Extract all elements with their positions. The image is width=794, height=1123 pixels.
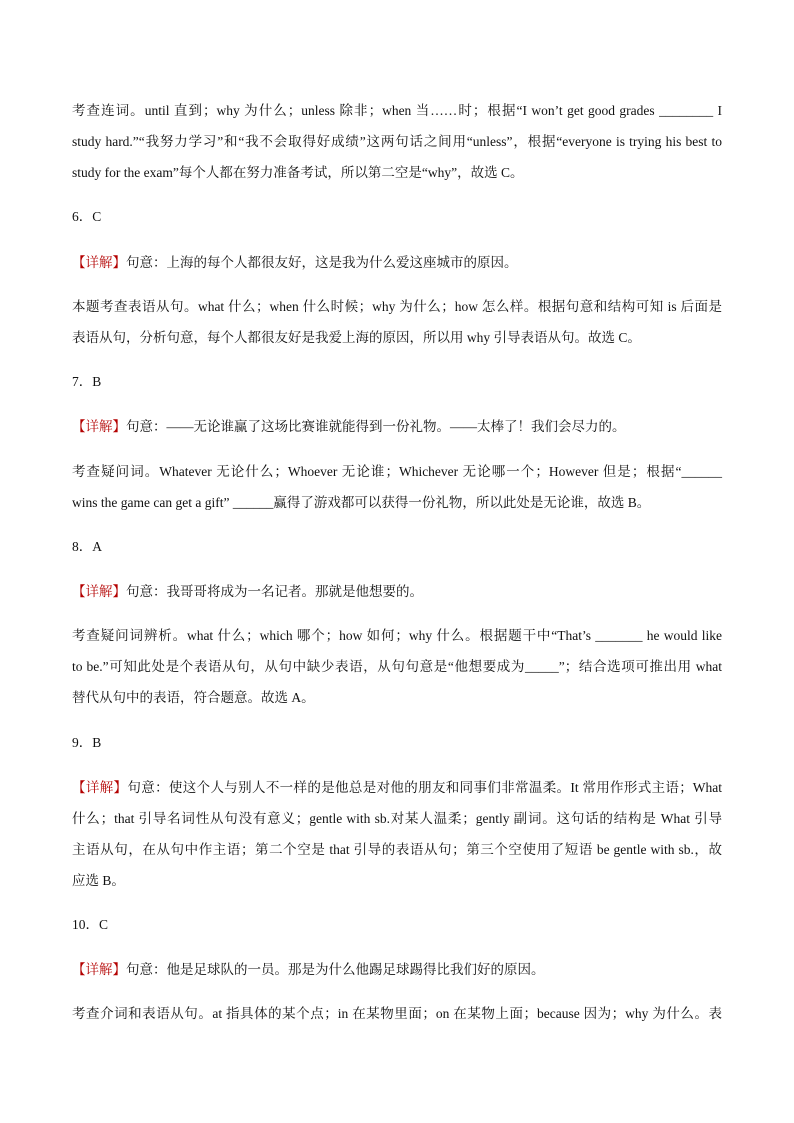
q8-answer-number: 8．A [72, 539, 102, 554]
q9-meaning-line-2: 什么；that 引导名词性从句没有意义；gentle with sb.对某人温柔；gently 副词。这句话的结构是 What 引导 [72, 811, 722, 826]
q5-explanation-line-1: 考查连词。until 直到；why 为什么；unless 除非；when 当……时；根据“I won’t get good grades ________ I [72, 103, 722, 118]
q8-explanation-line-1: 考查疑问词辨析。what 什么；which 哪个；how 如何；why 什么。根据题干中“That’s _______ he would like [72, 628, 722, 643]
q6-meaning: 句意：上海的每个人都很友好，这是我为什么爱这座城市的原因。 [126, 255, 518, 270]
q9-meaning-line-1: 句意：使这个人与别人不一样的是他总是对他的朋友和同事们非常温柔。It 常用作形式主语；What [127, 780, 723, 795]
q8-detail [72, 582, 722, 602]
q8-explanation-line-3: 替代从句中的表语，符合题意。故选 A。 [72, 690, 315, 705]
q7-meaning: 句意：——无论谁赢了这场比赛谁就能得到一份礼物。——太棒了！我们会尽力的。 [126, 419, 626, 434]
q10-detail [72, 960, 722, 980]
q10-answer-number: 10．C [72, 917, 109, 932]
q10-detail-tag: 【详解】 [72, 962, 126, 977]
q6-detail [72, 253, 722, 273]
q7-detail-tag: 【详解】 [72, 419, 126, 434]
q6-explanation-line-2: 表语从句，分析句意，每个人都很友好是我爱上海的原因，所以用 why 引导表语从句。故选 C。 [72, 330, 641, 345]
q7-explanation-line-2: wins the game can get a gift” ______赢得了游戏都可以获得一份礼物，所以此处是无论谁，故选 B。 [72, 495, 651, 510]
q5-explanation-line-2: study hard.”“我努力学习”和“我不会取得好成绩”这两句话之间用“unless”，根据“everyone is trying his best to [72, 134, 722, 149]
q6-explanation-line-1: 本题考查表语从句。what 什么；when 什么时候；why 为什么；how 怎么样。根据句意和结构可知 is 后面是 [72, 299, 722, 314]
q9-answer-number: 9．B [72, 735, 102, 750]
q9-meaning-line-4: 应选 B。 [72, 873, 125, 888]
q9-meaning-line-3: 主语从句，在从句中作主语；第二个空是 that 引导的表语从句；第三个空使用了短语 be gentle with sb.，故 [72, 842, 722, 857]
q6-detail-tag: 【详解】 [72, 255, 126, 270]
q9-detail [72, 778, 722, 798]
q10-explanation-line-1: 考查介词和表语从句。at 指具体的某个点；in 在某物里面；on 在某物上面；because 因为；why 为什么。表 [72, 1006, 722, 1021]
q5-explanation-line-3: study for the exam”每个人都在努力准备考试，所以第二空是“why”，故选 C。 [72, 165, 524, 180]
q10-meaning: 句意：他是足球队的一员。那是为什么他踢足球踢得比我们好的原因。 [126, 962, 545, 977]
q8-meaning: 句意：我哥哥将成为一名记者。那就是他想要的。 [126, 584, 423, 599]
q7-explanation-line-1: 考查疑问词。Whatever 无论什么；Whoever 无论谁；Whichever 无论哪一个；However 但是；根据“______ [72, 464, 722, 479]
q8-detail-tag: 【详解】 [72, 584, 126, 599]
q6-answer-number: 6．C [72, 209, 102, 224]
q9-detail-tag: 【详解】 [72, 780, 128, 795]
q7-detail [72, 417, 722, 437]
q8-explanation-line-2: to be.”可知此处是个表语从句，从句中缺少表语，从句句意是“他想要成为_____”；结合选项可推出用 what [72, 659, 722, 674]
q7-answer-number: 7．B [72, 374, 102, 389]
